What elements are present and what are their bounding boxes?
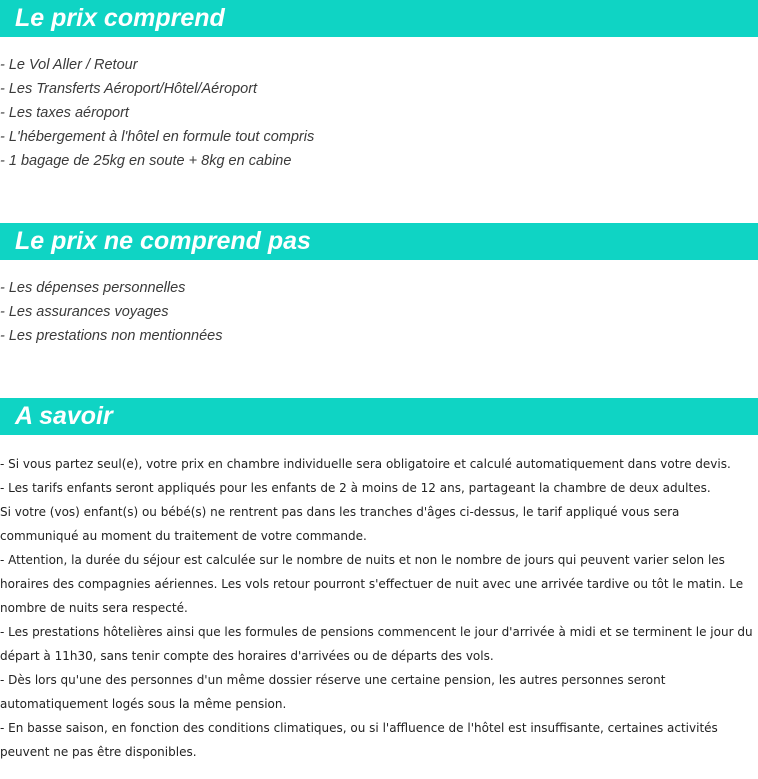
info-paragraph: - En basse saison, en fonction des conditions climatiques, ou si l'affluence de l'hôtel est insuffisante, certaines activités peuvent ne pas être disponibles. [0, 721, 718, 759]
info-paragraph: - Dès lors qu'une des personnes d'un même dossier réserve une certaine pension, les autres personnes seront automatiquement logés sous la même pension. [0, 673, 666, 711]
excludes-list [0, 276, 222, 348]
excludes-title: Le prix ne comprend pas [0, 223, 758, 260]
info-paragraph: - Si vous partez seul(e), votre prix en chambre individuelle sera obligatoire et calculé automatiquement dans votre devis. [0, 457, 731, 471]
list-item: - L'hébergement à l'hôtel en formule tout compris [0, 129, 315, 145]
list-item: - 1 bagage de 25kg en soute + 8kg en cabine [0, 153, 292, 169]
info-paragraph: - Les prestations hôtelières ainsi que les formules de pensions commencent le jour d'arrivée à midi et se terminent le jour du départ à 11h30, sans tenir compte des horaires d'arrivées ou de départs des vols. [0, 625, 753, 663]
info-paragraph: - Les tarifs enfants seront appliqués pour les enfants de 2 à moins de 12 ans, partageant la chambre de deux adultes. [0, 481, 711, 495]
info-text [0, 452, 758, 764]
list-item: - Les dépenses personnelles [0, 280, 186, 296]
list-item: - Les taxes aéroport [0, 105, 129, 121]
list-item: - Les assurances voyages [0, 304, 169, 320]
includes-title: Le prix comprend [0, 0, 758, 37]
info-paragraph: Si votre (vos) enfant(s) ou bébé(s) ne rentrent pas dans les tranches d'âges ci-dessus, le tarif appliqué vous sera communiqué au moment du traitement de votre commande. [0, 505, 680, 543]
list-item: - Les prestations non mentionnées [0, 328, 223, 344]
includes-list [0, 53, 314, 173]
info-title: A savoir [0, 398, 758, 435]
list-item: - Les Transferts Aéroport/Hôtel/Aéroport [0, 81, 258, 97]
list-item: - Le Vol Aller / Retour [0, 57, 138, 73]
info-paragraph: - Attention, la durée du séjour est calculée sur le nombre de nuits et non le nombre de jours qui peuvent varier selon les horaires des compagnies aériennes. Les vols retour pourront s'effectuer de nuit avec une arrivée tardive ou tôt le matin. Le nombre de nuits sera respecté. [0, 553, 744, 615]
